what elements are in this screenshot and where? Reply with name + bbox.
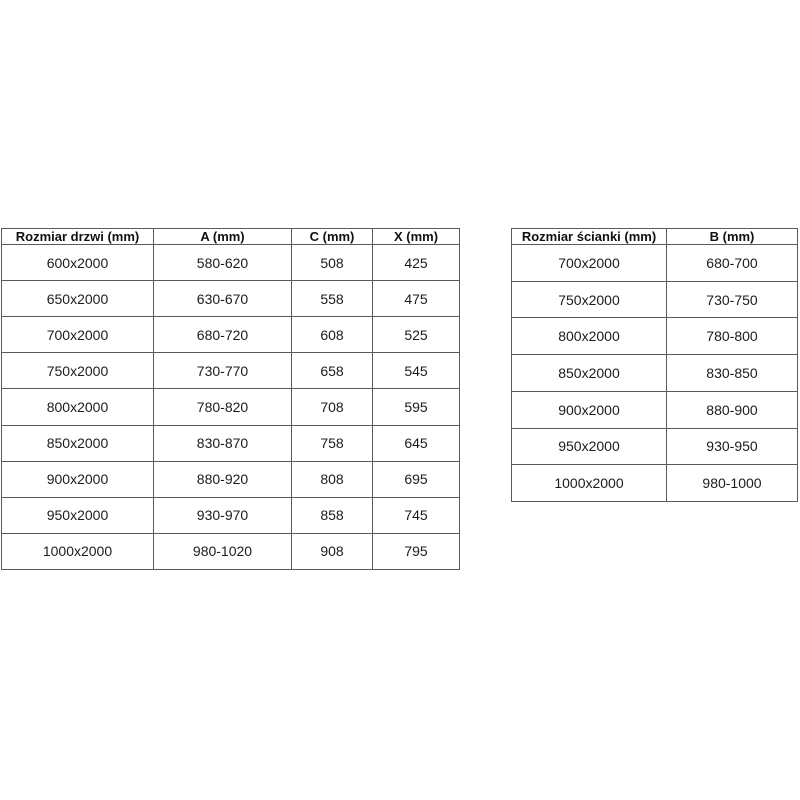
table-cell: 508	[292, 245, 373, 281]
table-cell: 808	[292, 461, 373, 497]
table-row	[2, 533, 460, 569]
table-cell: 850x2000	[2, 425, 154, 461]
table-cell: 900x2000	[512, 391, 667, 428]
table-row	[512, 391, 798, 428]
table-cell: 980-1020	[154, 533, 292, 569]
table-cell: 850x2000	[512, 355, 667, 392]
column-header-b: B (mm)	[667, 229, 798, 245]
table-cell: 680-700	[667, 245, 798, 282]
table-row	[2, 461, 460, 497]
column-header-door-size: Rozmiar drzwi (mm)	[2, 229, 154, 245]
table-cell: 800x2000	[2, 389, 154, 425]
column-header-c: C (mm)	[292, 229, 373, 245]
table-cell: 580-620	[154, 245, 292, 281]
table-row	[512, 318, 798, 355]
table-cell: 780-800	[667, 318, 798, 355]
table-cell: 780-820	[154, 389, 292, 425]
table-cell: 700x2000	[2, 317, 154, 353]
table-cell: 880-900	[667, 391, 798, 428]
column-header-a: A (mm)	[154, 229, 292, 245]
table-cell: 1000x2000	[2, 533, 154, 569]
table-cell: 545	[373, 353, 460, 389]
table-row	[2, 497, 460, 533]
column-header-x: X (mm)	[373, 229, 460, 245]
table-cell: 650x2000	[2, 281, 154, 317]
table-cell: 600x2000	[2, 245, 154, 281]
table-cell: 745	[373, 497, 460, 533]
table-cell: 1000x2000	[512, 465, 667, 502]
table-row	[2, 389, 460, 425]
column-header-wall-size: Rozmiar ścianki (mm)	[512, 229, 667, 245]
table-cell: 730-770	[154, 353, 292, 389]
table-cell: 680-720	[154, 317, 292, 353]
table-cell: 830-870	[154, 425, 292, 461]
table-cell: 730-750	[667, 281, 798, 318]
table-cell: 645	[373, 425, 460, 461]
table-cell: 708	[292, 389, 373, 425]
table-header-row	[512, 229, 798, 245]
table-cell: 558	[292, 281, 373, 317]
table-cell: 595	[373, 389, 460, 425]
table-row	[512, 281, 798, 318]
table-row	[2, 425, 460, 461]
door-sizes-table	[1, 228, 460, 570]
table-cell: 695	[373, 461, 460, 497]
table-cell: 750x2000	[512, 281, 667, 318]
table-row	[2, 245, 460, 281]
table-cell: 700x2000	[512, 245, 667, 282]
table-cell: 658	[292, 353, 373, 389]
table-cell: 758	[292, 425, 373, 461]
table-cell: 425	[373, 245, 460, 281]
table-header-row	[2, 229, 460, 245]
table-cell: 900x2000	[2, 461, 154, 497]
table-cell: 908	[292, 533, 373, 569]
table-row	[512, 245, 798, 282]
table-cell: 980-1000	[667, 465, 798, 502]
table-cell: 930-950	[667, 428, 798, 465]
table-cell: 630-670	[154, 281, 292, 317]
table-row	[512, 465, 798, 502]
table-row	[512, 428, 798, 465]
table-cell: 795	[373, 533, 460, 569]
table-cell: 525	[373, 317, 460, 353]
table-cell: 930-970	[154, 497, 292, 533]
table-cell: 830-850	[667, 355, 798, 392]
table-cell: 608	[292, 317, 373, 353]
table-cell: 880-920	[154, 461, 292, 497]
table-cell: 800x2000	[512, 318, 667, 355]
table-row	[2, 281, 460, 317]
wall-panel-sizes-table	[511, 228, 798, 502]
table-row	[2, 317, 460, 353]
table-cell: 950x2000	[2, 497, 154, 533]
table-cell: 950x2000	[512, 428, 667, 465]
table-cell: 858	[292, 497, 373, 533]
table-cell: 750x2000	[2, 353, 154, 389]
table-row	[512, 355, 798, 392]
table-cell: 475	[373, 281, 460, 317]
table-row	[2, 353, 460, 389]
